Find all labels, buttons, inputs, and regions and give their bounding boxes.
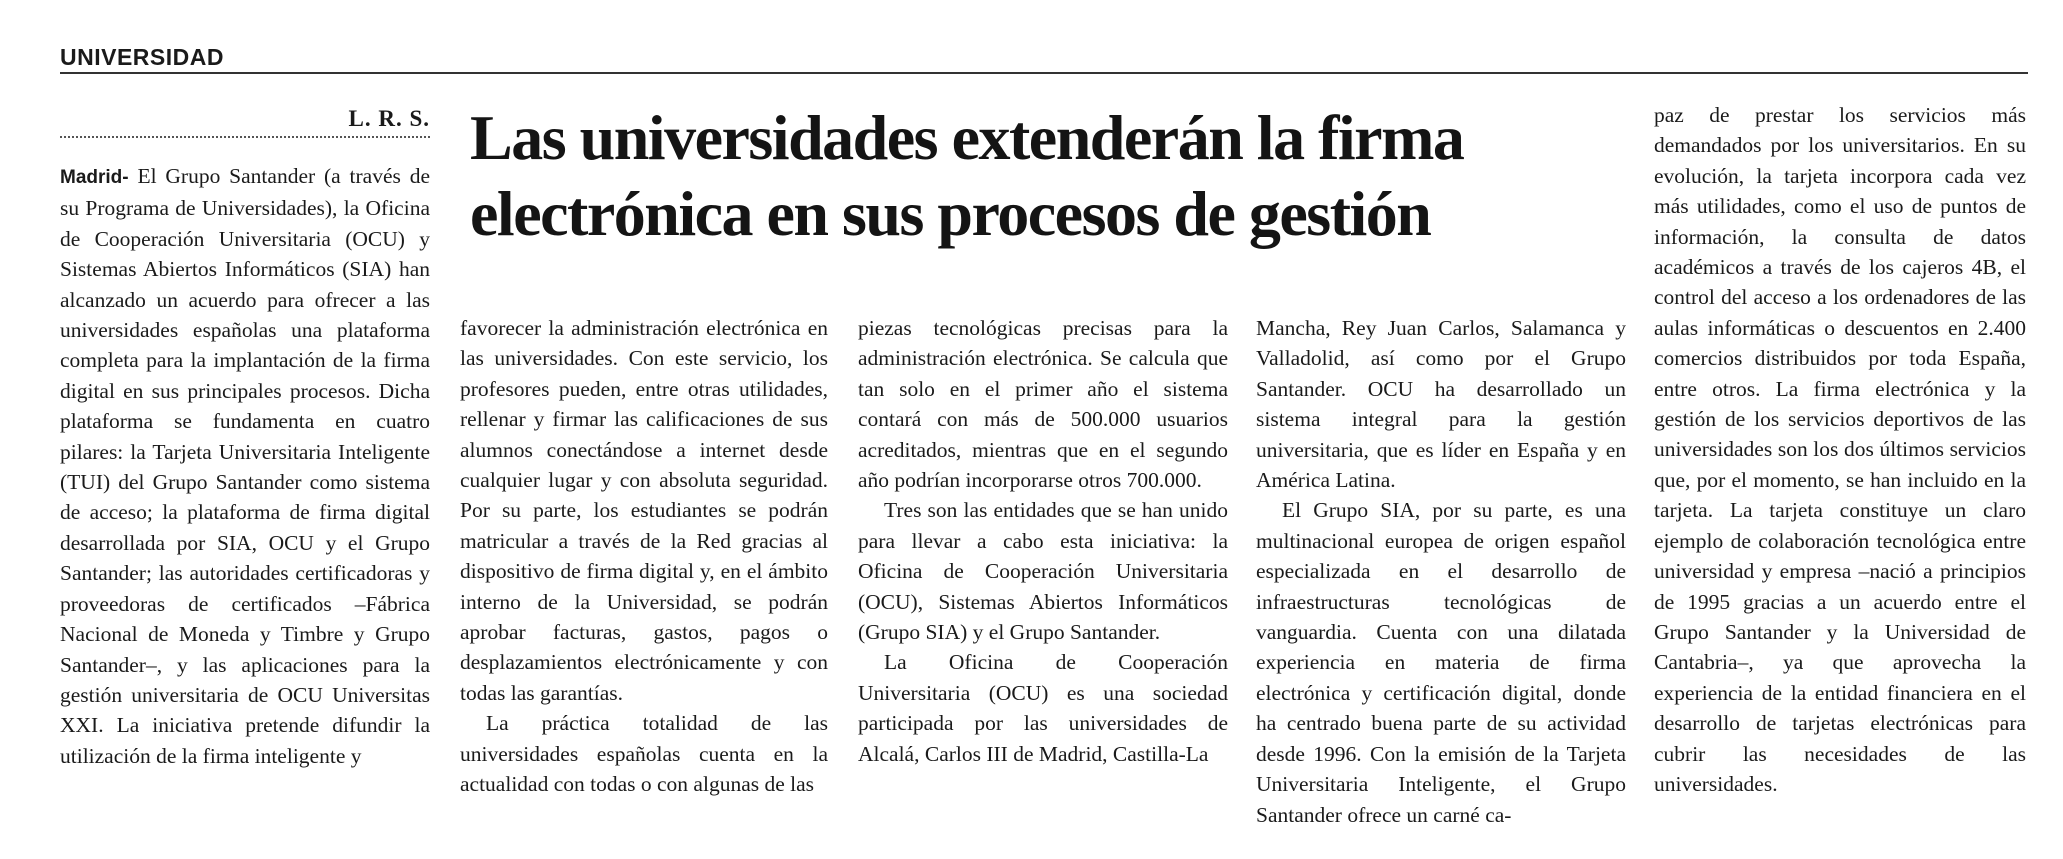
article-paragraph [60,161,430,771]
article-paragraph: Tres son las entidades que se han unido para llevar a cabo esta iniciativa: la Oficina de Cooperación Universitaria (OCU), Sistemas Abiertos Informáticos (Grupo SIA) y el Grupo Santander. [858,498,1228,645]
article-column-5 [1654,100,2026,799]
byline-divider [60,136,430,138]
article-column-2 [460,313,828,800]
article-paragraph: La práctica totalidad de las universidades españolas cuenta en la actualidad con todas o con algunas de las [460,711,828,797]
article-paragraph: La Oficina de Cooperación Universitaria (OCU) es una sociedad participada por las universidades de Alcalá, Carlos III de Madrid, Castilla-La [858,650,1228,766]
article-paragraph: Mancha, Rey Juan Carlos, Salamanca y Valladolid, así como por el Grupo Santander. OCU ha desarrollado un sistema integral para la gestión universitaria, que es líder en España y en América Latina. [1256,316,1626,493]
article-paragraph: El Grupo SIA, por su parte, es una multinacional europea de origen español especializada en el desarrollo de infraestructuras tecnológicas de vanguardia. Cuenta con una dilatada experiencia en materia de firma electrónica y certificación digital, donde ha centrado buena parte de su actividad desde 1996. Con la emisión de la Tarjeta Universitaria Inteligente, el Grupo Santander ofrece un carné ca- [1256,498,1626,827]
article-paragraph: paz de prestar los servicios más demandados por los universitarios. En su evolución, la tarjeta incorpora cada vez más utilidades, como el uso de puntos de información, la consulta de datos académicos a través de los cajeros 4B, el control del acceso a los ordenadores de las aulas informáticas o descuentos en 2.400 comercios distribuidos por toda España, entre otros. La firma electrónica y la gestión de los servicios deportivos de las universidades son los dos últimos servicios que, por el momento, se han incluido en la tarjeta. La tarjeta constituye un claro ejemplo de colaboración tecnológica entre universidad y empresa –nació a principios de 1995 gracias a un acuerdo entre el Grupo Santander y la Universidad de Cantabria–, ya que aprovecha la experiencia de la entidad financiera en el desarrollo de tarjetas electrónicas para cubrir las necesidades de las universidades. [1654,103,2026,796]
article-column-4 [1256,313,1626,830]
headline: Las universidades extenderán la firma electrónica en sus procesos de gestión [470,102,1464,249]
article-paragraph: favorecer la administración electrónica en las universidades. Con este servicio, los profesores pueden, entre otras utilidades, rellenar y firmar las calificaciones de sus alumnos conectándose a internet desde cualquier lugar y con absoluta seguridad. Por su parte, los estudiantes se podrán matricular a través de la Red gracias al dispositivo de firma digital y, en el ámbito interno de la Universidad, se podrán aprobar facturas, gastos, pagos o desplazamientos electrónicamente y con todas las garantías. [460,316,828,705]
article-paragraph: piezas tecnológicas precisas para la administración electrónica. Se calcula que tan solo en el primer año el sistema contará con más de 500.000 usuarios acreditados, mientras que en el segundo año podrían incorporarse otros 700.000. [858,316,1228,493]
dateline: Madrid- [60,167,129,188]
section-rule [60,72,2028,74]
article-column-1 [60,161,430,771]
section-label: UNIVERSIDAD [60,44,224,70]
paragraph-text: El Grupo Santander (a través de su Programa de Universidades), la Oficina de Cooperación Universitaria (OCU) y Sistemas Abiertos Informáticos (SIA) han alcanzado un acuerdo para ofrecer a las universidades españolas una plataforma completa para la implantación de la firma digital en sus principales procesos. Dicha plataforma se fundamenta en cuatro pilares: la Tarjeta Universitaria Inteligente (TUI) del Grupo Santander como sistema de acceso; la plataforma de firma digital desarrollada por SIA, OCU y el Grupo Santander; las autoridades certificadoras y proveedoras de certificados –Fábrica Nacional de Moneda y Timbre y Grupo Santander–, y las aplicaciones para la gestión universitaria de OCU Universitas XXI. La iniciativa pretende difundir la utilización de la firma inteligente y [60,164,430,768]
article-column-3 [858,313,1228,769]
byline: L. R. S. [348,106,430,131]
